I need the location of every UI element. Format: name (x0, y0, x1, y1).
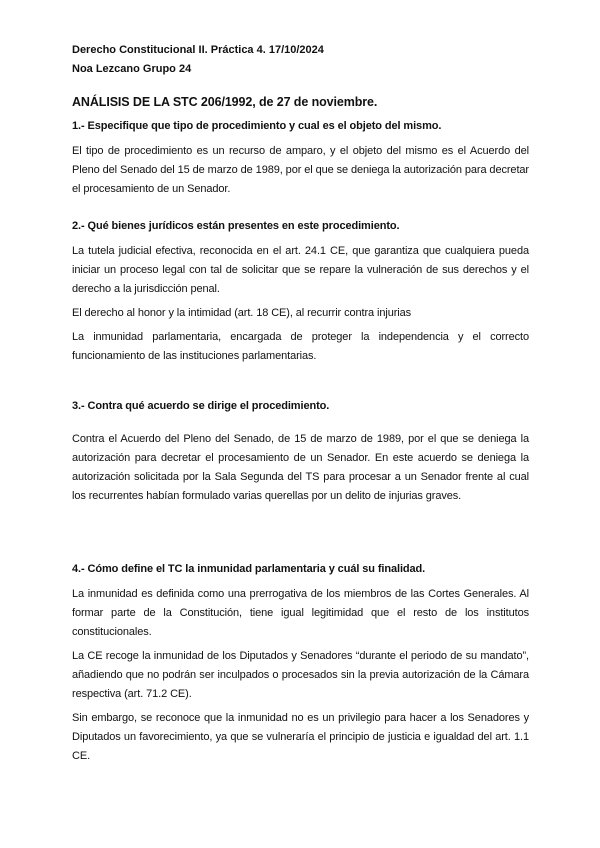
question-3: 3.- Contra qué acuerdo se dirige el procedimiento. (72, 400, 330, 412)
document-header (72, 41, 324, 79)
answer-4-paragraph-2: La CE recoge la inmunidad de los Diputados y Senadores “durante el periodo de su mandato”, añadiendo que no podrán ser inculpados o procesados sin la previa autorización de la Cámara respectiva (art. 71.2 CE). (72, 650, 529, 700)
answer-4-paragraph-3: Sin embargo, se reconoce que la inmunidad no es un privilegio para hacer a los Senadores y Diputados un favorecimiento, ya que se vulneraría el principio de justicia e igualdad del art. 1.1 CE. (72, 712, 529, 762)
header-course-line: Derecho Constitucional II. Práctica 4. 17/10/2024 (72, 44, 324, 56)
answer-2-paragraph-2: El derecho al honor y la intimidad (art. 18 CE), al recurrir contra injurias (72, 307, 412, 319)
answer-4-paragraph-1: La inmunidad es definida como una prerrogativa de los miembros de las Cortes Generales. Al formar parte de la Constitución, tiene igual legitimidad que el resto de los institutos constitucionales. (72, 588, 529, 638)
document-title: ANÁLISIS DE LA STC 206/1992, de 27 de noviembre. (72, 95, 378, 109)
question-4: 4.- Cómo define el TC la inmunidad parlamentaria y cuál su finalidad. (72, 563, 426, 575)
question-1: 1.- Especifique que tipo de procedimiento y cual es el objeto del mismo. (72, 120, 442, 132)
answer-3-paragraph-1: Contra el Acuerdo del Pleno del Senado, de 15 de marzo de 1989, por el que se deniega la autorización para decretar el procesamiento de un Senador. En este acuerdo se deniega la autorización solicitada por la Sala Segunda del TS para procesar a un Senador frente al cual los recurrentes habían formulado varias querellas por un delito de injurias graves. (72, 433, 529, 502)
answer-1-paragraph-1: El tipo de procedimiento es un recurso de amparo, y el objeto del mismo es el Acuerdo del Pleno del Senado del 15 de marzo de 1989, por el que se deniega la autorización para decretar el procesamiento de un Senador. (72, 145, 529, 195)
answer-2-paragraph-1: La tutela judicial efectiva, reconocida en el art. 24.1 CE, que garantiza que cualquiera pueda iniciar un proceso legal con tal de solicitar que se repare la vulneración de sus derechos y el derecho a la jurisdicción penal. (72, 245, 529, 295)
header-student-line: Noa Lezcano Grupo 24 (72, 63, 192, 75)
question-2: 2.- Qué bienes jurídicos están presentes en este procedimiento. (72, 220, 400, 232)
answer-2-paragraph-3: La inmunidad parlamentaria, encargada de proteger la independencia y el correcto funcionamiento de las instituciones parlamentarias. (72, 331, 529, 362)
